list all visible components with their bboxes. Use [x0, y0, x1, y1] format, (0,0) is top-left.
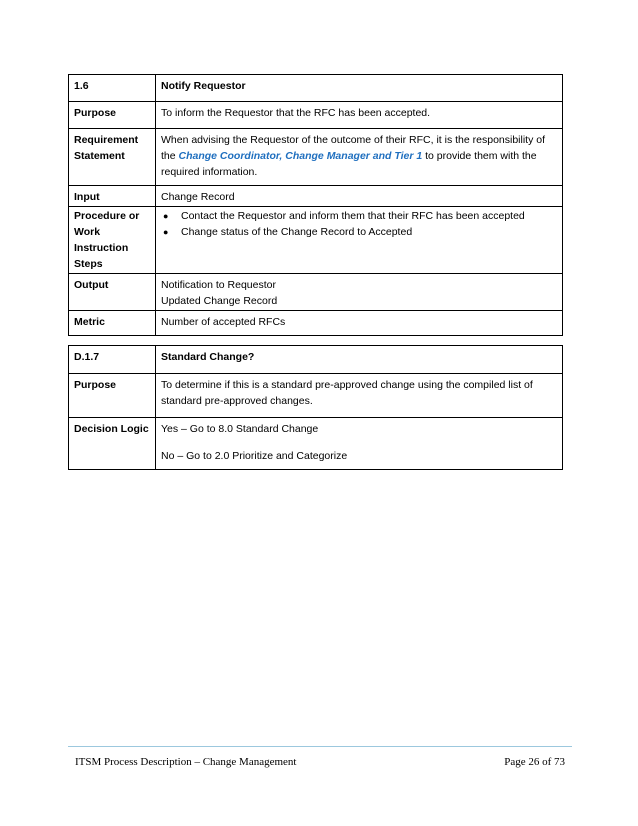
table-row [69, 274, 563, 311]
purpose-line: standard pre-approved changes. [161, 395, 313, 407]
page-footer [75, 756, 565, 768]
decision-logic-label: Decision Logic [69, 418, 156, 470]
footer-rule [68, 746, 572, 747]
decision-id: D.1.7 [69, 346, 156, 374]
input-text: Change Record [156, 186, 563, 207]
purpose-line: To determine if this is a standard pre-approved change using the compiled list of [161, 379, 533, 391]
table-row [69, 186, 563, 207]
list-item: ● Change status of the Change Record to Accepted [161, 224, 557, 240]
procedure-label [69, 207, 156, 274]
table-row [69, 311, 563, 336]
table-row [69, 418, 563, 470]
requirement-label-line: Requirement [74, 134, 139, 146]
decision-logic [156, 418, 563, 470]
requirement-label [69, 129, 156, 186]
output-text [156, 274, 563, 311]
table-row [69, 207, 563, 274]
procedure-label-line: Work [74, 226, 101, 238]
output-line: Updated Change Record [161, 295, 278, 307]
requirement-line: When advising the Requestor of the outcome of their RFC, it is the responsibility of [161, 134, 546, 146]
notify-requestor-table [68, 74, 563, 336]
input-label: Input [69, 186, 156, 207]
procedure-label-line: Steps [74, 258, 103, 270]
requirement-label-line: Statement [74, 150, 125, 162]
standard-change-table [68, 345, 563, 470]
table-row [69, 374, 563, 418]
procedure-steps [156, 207, 563, 274]
requirement-line [161, 148, 557, 164]
table-row [69, 102, 563, 129]
table-row [69, 129, 563, 186]
decision-title: Standard Change? [156, 346, 563, 374]
decision-no: No – Go to 2.0 Prioritize and Categorize [161, 450, 348, 462]
output-label: Output [69, 274, 156, 311]
steps-list [161, 208, 557, 240]
procedure-label-line: Procedure or [74, 210, 140, 222]
purpose-label: Purpose [69, 102, 156, 129]
purpose-text [156, 374, 563, 418]
decision-yes: Yes – Go to 8.0 Standard Change [161, 423, 319, 435]
page-number: Page 26 of 73 [504, 756, 565, 768]
metric-text: Number of accepted RFCs [156, 311, 563, 336]
step-title: Notify Requestor [156, 75, 563, 102]
output-line: Notification to Requestor [161, 279, 276, 291]
requirement-line: required information. [161, 166, 258, 178]
purpose-text: To inform the Requestor that the RFC has been accepted. [156, 102, 563, 129]
list-item: ● Contact the Requestor and inform them that their RFC has been accepted [161, 208, 557, 224]
requirement-fragment: the [161, 150, 179, 162]
footer-document-title: ITSM Process Description – Change Management [75, 756, 297, 768]
purpose-label: Purpose [69, 374, 156, 418]
table-row [69, 75, 563, 102]
step-id: 1.6 [69, 75, 156, 102]
procedure-label-line: Instruction [74, 242, 129, 254]
metric-label: Metric [69, 311, 156, 336]
role-highlight: Change Coordinator, Change Manager and Tier 1 [178, 150, 423, 162]
requirement-fragment: to provide them with the [422, 150, 537, 162]
table-row [69, 346, 563, 374]
requirement-text [156, 129, 563, 186]
